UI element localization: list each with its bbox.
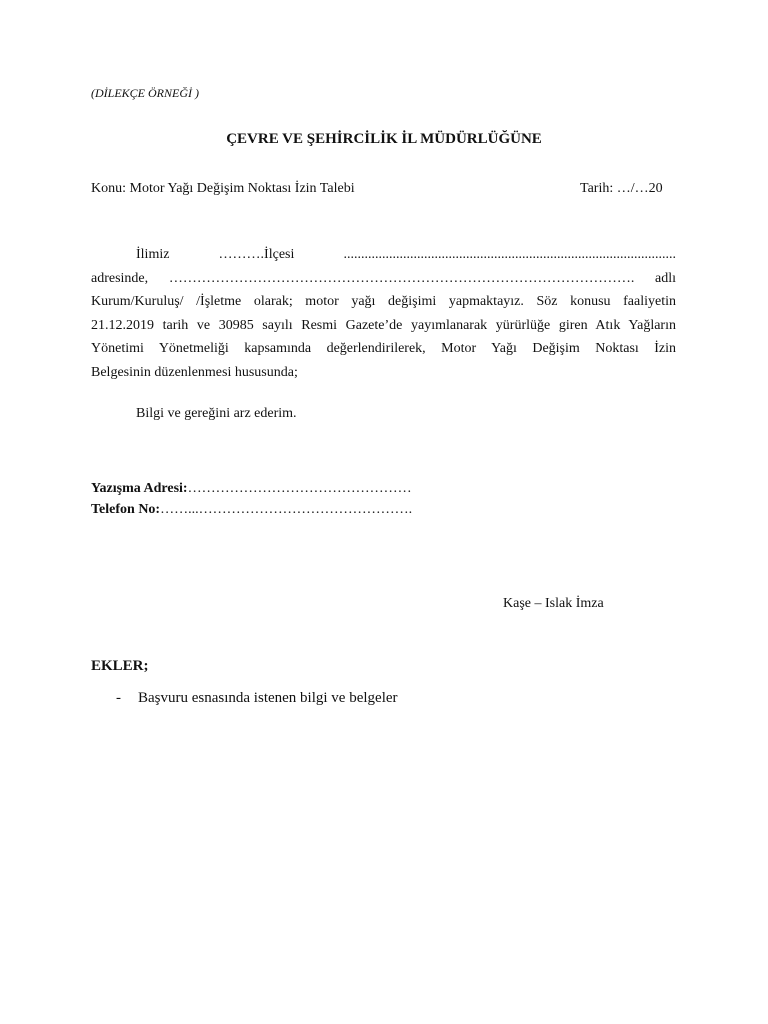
body-line: 21.12.2019 tarih ve 30985 sayılı Resmi Gazete’de yayımlanarak yürürlüğe giren Atık Yağların [91,317,676,333]
sample-label: (DİLEKÇE ÖRNEĞİ ) [91,86,199,100]
closing-sentence: Bilgi ve gereğini arz ederim. [136,406,297,421]
signature-label: Kaşe – Islak İmza [503,596,604,611]
phone-value: ……...………………………………………. [160,502,413,517]
date-field: Tarih: …/…20 [580,181,663,196]
attachments-heading: EKLER; [91,658,149,674]
attachment-item: Başvuru esnasında istenen bilgi ve belgeler [138,690,398,706]
phone-label: Telefon No: [91,502,161,517]
body-line: İlimiz ……….İlçesi ............................................................................................... [136,247,676,262]
phone-line [91,502,412,518]
body-line: Yönetimi Yönetmeliği kapsamında değerlendirilerek, Motor Yağı Değişim Noktası İzin [91,341,676,357]
document-title: ÇEVRE VE ŞEHİRCİLİK İL MÜDÜRLÜĞÜNE [226,131,542,147]
body-line: adresinde, ………………………………………………………………………………………. adlı [91,270,676,286]
body-line: Kurum/Kuruluş/ /İşletme olarak; motor yağı değişimi yapmaktayız. Söz konusu faaliyetin [91,294,676,310]
address-line [91,481,412,497]
petition-body [91,243,676,385]
address-value: ………………………………………… [187,481,412,496]
attachment-bullet: - [116,690,121,706]
address-label: Yazışma Adresi: [91,481,188,496]
body-line: Belgesinin düzenlenmesi hususunda; [91,364,298,380]
subject-line: Konu: Motor Yağı Değişim Noktası İzin Talebi [91,181,355,196]
